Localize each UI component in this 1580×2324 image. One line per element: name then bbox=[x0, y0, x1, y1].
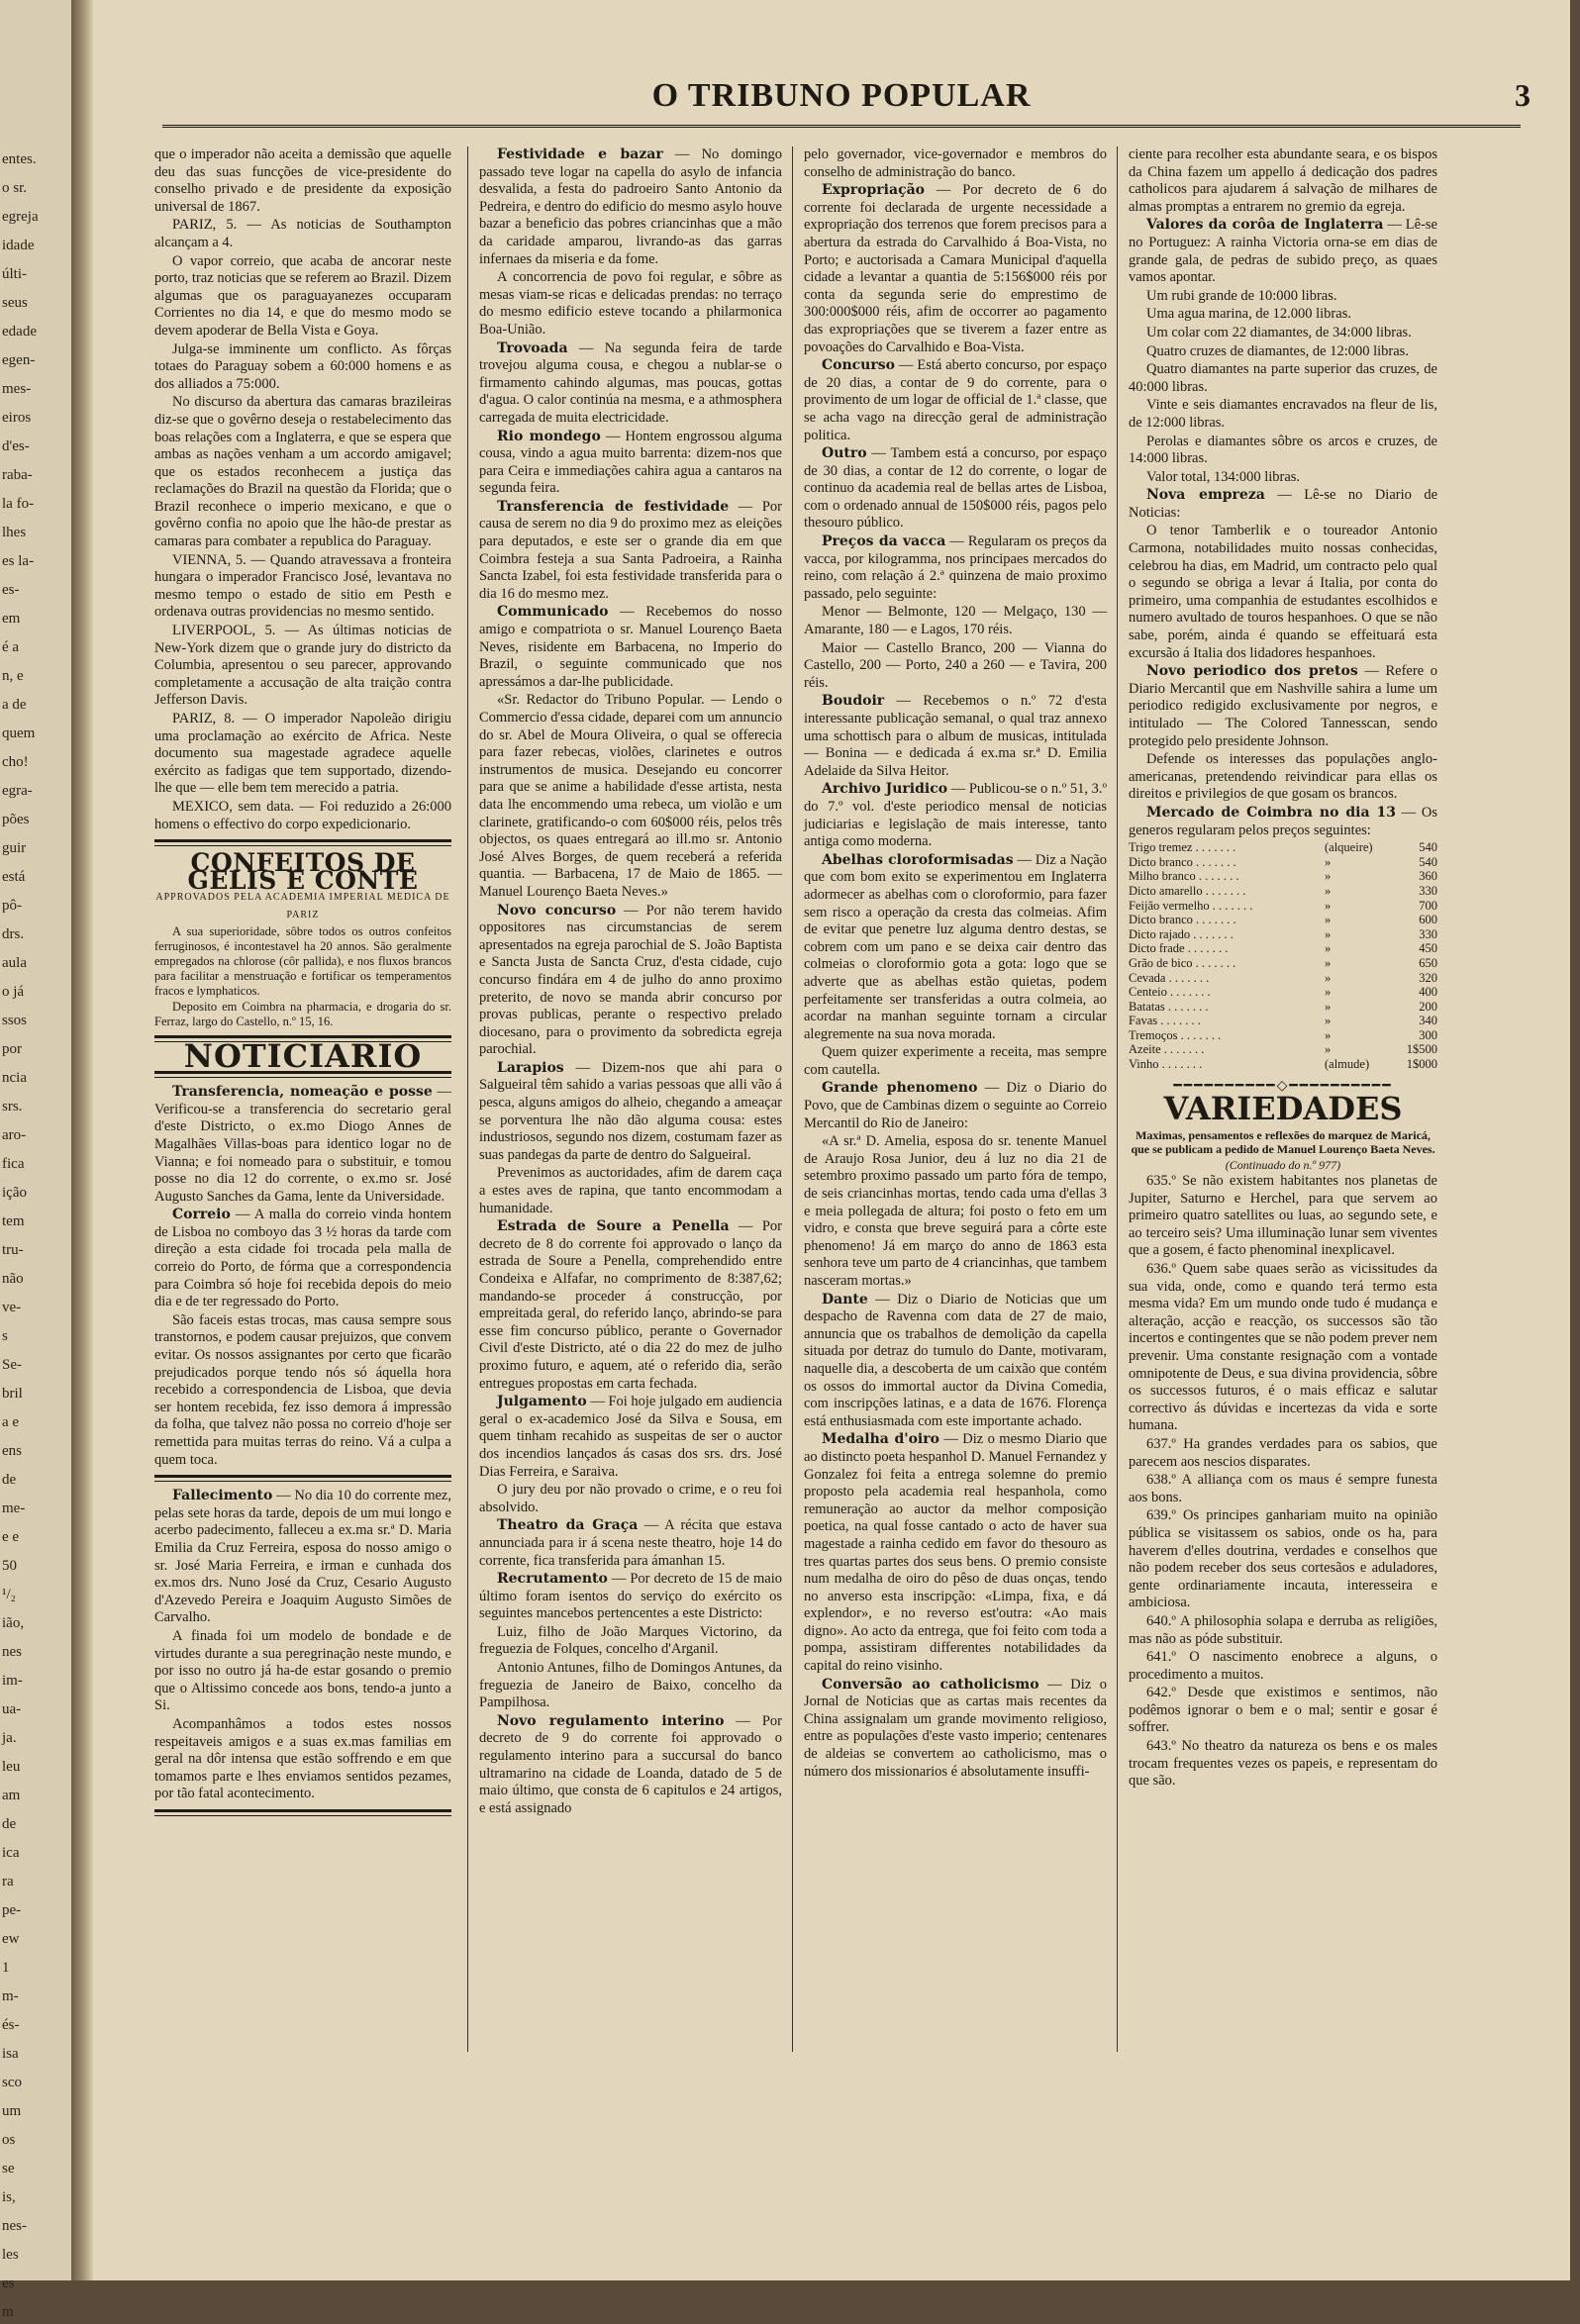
advertisement-title: CONFEITOS DE GELIS E CONTE bbox=[187, 848, 419, 895]
margin-fragment: os bbox=[2, 2132, 16, 2148]
jewel-item: Quatro cruzes de diamantes, de 12:000 libras. bbox=[1146, 342, 1409, 359]
market-unit: » bbox=[1325, 941, 1332, 956]
column-1 bbox=[154, 146, 451, 1822]
market-price: 400 bbox=[1419, 985, 1437, 1000]
paragraph: O jury deu por não provado o crime, e o reu foi absolvido. bbox=[479, 1482, 782, 1515]
market-unit: » bbox=[1325, 1042, 1332, 1057]
news-heading: Grande phenomeno bbox=[822, 1080, 978, 1097]
margin-fragment: idade bbox=[2, 238, 35, 253]
column-rule bbox=[792, 146, 793, 2052]
market-price: 300 bbox=[1419, 1027, 1437, 1042]
market-row bbox=[1129, 913, 1437, 927]
news-heading: Archivo Juridico bbox=[822, 781, 948, 798]
paragraph: São faceis estas trocas, mas causa sempre sous transtornos, e podem causar prejuizos, que convem evitar. Os nossos assignantes por certo que ficarão prejudicados porque tendo nós só áquella hora recebido a correspondencia de Lisboa, que devia ser hontem recebida, fez isso demora á impressão da folha, que talvez não possa no correio d'hoje ser remettida para muitas terras do reino. Vá a culpa a quem toca. bbox=[154, 1311, 451, 1468]
margin-fragment: a de bbox=[2, 697, 27, 713]
market-unit: » bbox=[1325, 970, 1332, 985]
market-row bbox=[1129, 1042, 1437, 1057]
margin-fragment: últi- bbox=[2, 266, 27, 282]
news-text: — Refere o Diario Mercantil que em Nashville sahira a lume um periodico redigido exclusivamente por negros, e intitulado — The Colored Tannesscan, sendo protegido pelo presidente Johnson. bbox=[1129, 663, 1438, 749]
market-item: Azeite . . . . . . . bbox=[1129, 1042, 1205, 1057]
market-unit: » bbox=[1325, 1014, 1332, 1028]
news-heading: Outro bbox=[822, 445, 867, 462]
margin-fragment: s bbox=[2, 1328, 8, 1344]
market-item: Dicto rajado . . . . . . . bbox=[1129, 926, 1234, 941]
margin-fragment: lhes bbox=[2, 525, 27, 540]
news-heading: Theatro da Graça bbox=[497, 1517, 639, 1534]
margin-fragment: ua- bbox=[2, 1701, 22, 1717]
market-item: Dicto frade . . . . . . . bbox=[1129, 941, 1229, 956]
news-text: — Diz o Diario de Noticias que um despacho de Ravenna com data de 27 de maio, annuncia que os trabalhos de demolição da capella situada por detraz do tumulo do Dante, motivaram, naquelle dia, a descoberta de um caixão que contém os ossos do immortal auctor da Divina Comedia, com inscripções latinas, e a data de 1676. Florença está enthusiasmada com este importante achado. bbox=[804, 1291, 1108, 1429]
market-item: Vinho . . . . . . . bbox=[1129, 1057, 1203, 1072]
margin-fragment: de bbox=[2, 1472, 17, 1488]
margin-fragment: me- bbox=[2, 1501, 26, 1516]
news-text: — Diz o Jornal de Noticias que as cartas mais recentes da China assignalam um grande movimento religioso, entre as populações d'este vasto imperio; centenares de aldeias se convertem ao catholicismo, mas o número dos missionarios é absolutamente insuffi- bbox=[804, 1676, 1108, 1780]
market-price: 650 bbox=[1419, 955, 1437, 970]
jewel-item: Vinte e seis diamantes encravados na fleur de lis, de 12:000 libras. bbox=[1129, 397, 1437, 431]
margin-fragment: não bbox=[2, 1271, 24, 1287]
market-row bbox=[1129, 941, 1437, 956]
market-price: 540 bbox=[1419, 854, 1437, 869]
margin-fragment: se bbox=[2, 2161, 15, 2177]
news-heading: Expropriação bbox=[822, 182, 926, 199]
market-item: Favas . . . . . . . bbox=[1129, 1014, 1201, 1028]
paragraph: Defende os interesses das populações anglo-americanas, pretendendo reivindicar para ellas os direitos e privilegios de que gosam os brancos. bbox=[1129, 751, 1437, 803]
margin-fragment: ens bbox=[2, 1443, 22, 1459]
news-heading: Transferencia de festividade bbox=[497, 498, 730, 515]
news-heading: Festividade e bazar bbox=[497, 146, 663, 162]
market-unit: » bbox=[1325, 883, 1332, 898]
market-unit: » bbox=[1325, 913, 1332, 927]
news-heading: Estrada de Soure a Penella bbox=[497, 1218, 730, 1235]
margin-fragment: ve- bbox=[2, 1300, 22, 1315]
margin-fragment: e e bbox=[2, 1529, 20, 1545]
news-text: — Está aberto concurso, por espaço de 20 dias, a contar de 9 do corrente, para o provimento de um logar de official de 1.ª classe, que se acha vago na direcção geral de administração politica. bbox=[804, 357, 1107, 443]
market-item: Tremoços . . . . . . . bbox=[1129, 1027, 1222, 1042]
jewel-item: Um rubi grande de 10:000 libras. bbox=[1146, 287, 1337, 304]
market-price: 200 bbox=[1419, 999, 1437, 1014]
margin-fragment: es- bbox=[2, 582, 20, 598]
paragraph: pelo governador, vice-governador e membros do conselho de administração do banco. bbox=[804, 146, 1107, 180]
maxim: 643.º No theatro da natureza os bens e os males trocam frequentes vezes os papeis, e representam do que são. bbox=[1129, 1738, 1437, 1790]
header-rule bbox=[162, 125, 1521, 128]
market-price: 1$500 bbox=[1406, 1042, 1437, 1057]
market-unit: (alqueire) bbox=[1325, 840, 1373, 855]
market-price: 700 bbox=[1419, 898, 1437, 913]
market-price: 330 bbox=[1419, 926, 1437, 941]
market-item: Dicto amarello . . . . . . . bbox=[1129, 883, 1246, 898]
margin-fragment: ew bbox=[2, 1931, 20, 1947]
market-row bbox=[1129, 855, 1437, 870]
margin-fragment: es la- bbox=[2, 553, 35, 569]
margin-fragment: ssos bbox=[2, 1013, 28, 1028]
variedades-subtitle: Maximas, pensamentos e reflexões do marquez de Maricá, que se publicam a pedido de Manuel Lourenço Baeta Neves. bbox=[1131, 1127, 1435, 1157]
news-heading: Concurso bbox=[822, 357, 895, 374]
news-text: — Hontem engrossou alguma cousa, vindo a agua muito barrenta: dizem-nos que para Ceira e immediações cahira agua a cantaros na segunda feira. bbox=[479, 428, 782, 497]
paragraph: A concorrencia de povo foi regular, e sôbre as mesas viam-se ricas e delicadas prendas: no terraço do mesmo edificio esteve tocando a philarmonica Boa-União. bbox=[479, 269, 782, 338]
news-text: — Lê-se no Portuguez: A rainha Victoria orna-se em dias de grande gala, de pedras de subido preço, as quaes vamos apontar. bbox=[1129, 217, 1437, 286]
ornamental-divider: ━━━━━━━━━━◇━━━━━━━━━━ bbox=[1173, 1078, 1393, 1094]
margin-fragment: um bbox=[2, 2103, 22, 2119]
market-unit: » bbox=[1325, 854, 1332, 869]
margin-fragment: aro- bbox=[2, 1127, 27, 1143]
paragraph: Maior — Castello Branco, 200 — Vianna do Castello, 200 — Porto, 240 a 260 — e Tavira, 200 réis. bbox=[804, 639, 1107, 691]
paragraph: LIVERPOOL, 5. — As últimas noticias de New-York dizem que o grande jury do districto da Columbia, apresentou o seu parecer, approvando completamente a accusação de alta traição contra Jefferson Davis. bbox=[154, 623, 451, 709]
maxim: 641.º O nascimento enobrece a alguns, o procedimento a muitos. bbox=[1129, 1649, 1437, 1683]
margin-fragment: pe- bbox=[2, 1902, 22, 1918]
paragraph: Luiz, filho de João Marques Victorino, da freguezia de Folques, concelho d'Arganil. bbox=[479, 1623, 782, 1658]
divider bbox=[154, 1809, 451, 1816]
advertisement-address: Deposito em Coimbra na pharmacia, e drogaria do sr. Ferraz, largo do Castello, n.º 15, 16. bbox=[154, 999, 451, 1028]
margin-fragment: tem bbox=[2, 1213, 25, 1229]
newspaper-title: O TRIBUNO POPULAR bbox=[651, 77, 1032, 114]
margin-fragment: pões bbox=[2, 812, 30, 827]
margin-fragment: is, bbox=[2, 2189, 16, 2205]
column-rule bbox=[1117, 146, 1118, 2052]
margin-fragment: egra- bbox=[2, 783, 33, 799]
news-text: — Diz o Diario do Povo, que de Cambinas dizem o seguinte ao Correio Mercantil do Rio de Janeiro: bbox=[804, 1080, 1108, 1131]
column-3 bbox=[804, 146, 1107, 1782]
margin-fragment: 50 bbox=[2, 1558, 17, 1574]
paragraph: No discurso da abertura das camaras brazileiras diz-se que o govêrno deseja o restabelecimento das boas relações com a Inglaterra, e que se espera que ambas as nações venham a um accordo amigavel; que os estados reconhecem a justiça das reclamações do Brazil na questão da Florida; que o Brazil reconhece o imperio mexicano, e que o govêrno confia no apoio que lhe hão-de prestar as camaras para combater a republica do Paraguay. bbox=[154, 394, 451, 550]
news-text: — Por causa de serem no dia 9 do proximo mez as eleições para deputados, e este ser o grande dia em que Coimbra festeja a sua Santa Padroeira, a Rainha Sancta Izabel, foi esta festividade transferida para o dia 16 do mesmo mez. bbox=[479, 498, 783, 602]
market-item: Centeio . . . . . . . bbox=[1129, 985, 1211, 1000]
margin-fragment: ncia bbox=[2, 1070, 27, 1086]
margin-fragment: ica bbox=[2, 1845, 20, 1861]
market-row bbox=[1129, 971, 1437, 986]
margin-fragment: egreja bbox=[2, 209, 39, 225]
news-heading: Transferencia, nomeação e posse bbox=[172, 1084, 433, 1101]
market-row bbox=[1129, 1000, 1437, 1015]
jewel-item: Um colar com 22 diamantes, de 34:000 libras. bbox=[1146, 324, 1412, 340]
market-unit: (almude) bbox=[1325, 1057, 1370, 1072]
market-row bbox=[1129, 899, 1437, 914]
jewel-item: Valor total, 134:000 libras. bbox=[1146, 468, 1301, 485]
margin-fragment: és- bbox=[2, 2017, 20, 2033]
maxim: 637.º Ha grandes verdades para os sabios, que parecem aos nescios disparates. bbox=[1129, 1435, 1437, 1470]
news-heading: Trovoada bbox=[497, 339, 568, 356]
news-text: — Tambem está a concurso, por espaço de 30 dias, a contar de 12 do corrente, o logar de continuo da academia real de bellas artes de Lisboa, com o ordenado annual de 150$000 réis, pagos pelo thesouro público. bbox=[804, 445, 1107, 532]
paragraph: MEXICO, sem data. — Foi reduzido a 26:000 homens o effectivo do corpo expedicionario. bbox=[154, 798, 451, 832]
paragraph: PARIZ, 8. — O imperador Napoleão dirigiu uma proclamação ao exército de Africa. Neste documento sua magestade agradece aquelle exército as fadigas que tem supportado, dizendo-lhe que — elle bem tem merecido a patria. bbox=[154, 711, 451, 797]
news-text: — Por decreto de 9 do corrente foi approvado o regulamento interino para a succursal do banco ultramarino na cidade de Loanda, datado de 5 de maio último, que consta de 6 capitulos e 24 artigos, e está assignado bbox=[479, 1712, 782, 1816]
market-item: Milho branco . . . . . . . bbox=[1129, 869, 1239, 884]
margin-fragment: mes- bbox=[2, 381, 32, 397]
margin-fragment: guir bbox=[2, 840, 27, 856]
margin-fragment: n, e bbox=[2, 668, 24, 684]
binding-gutter bbox=[71, 0, 93, 2280]
news-heading: Larapios bbox=[497, 1059, 564, 1076]
margin-fragment: a e bbox=[2, 1414, 20, 1430]
maxim: 635.º Se não existem habitantes nos planetas de Jupiter, Saturno e Herchel, para que servem ao primeiro quatro satellites ou luas, ao segundo sete, e ao terceiro seis? Uma illuminação lunar sem viventes que a gosem, é facto phenominal inexplicavel. bbox=[1129, 1173, 1437, 1259]
market-price: 1$000 bbox=[1406, 1057, 1437, 1072]
maxim: 639.º Os principes ganhariam muito na opinião pública se visitassem os sabios, onde os ha, para haverem d'elles doutrina, verdades e conselhos que não podem receber dos seus cortesãos e aduladores, gente ordinariamente incauta, interesseira e ambiciosa. bbox=[1129, 1507, 1437, 1611]
market-item: Trigo tremez . . . . . . . bbox=[1129, 840, 1236, 855]
newspaper-page bbox=[93, 0, 1570, 2280]
advertisement-subtitle: APPROVADOS PELA ACADEMIA IMPERIAL MEDICA DE PARIZ bbox=[155, 892, 450, 920]
divider bbox=[154, 1475, 451, 1482]
margin-fragment: em bbox=[2, 611, 21, 627]
advertisement-text: A sua superioridade, sôbre todos os outros confeitos ferruginosos, é incontestavel ha 20 annos. São geralmente empregados na chlorose (côr pallida), e nos fluxos brancos para facilitar a menstruação e fortificar os temperamentos fracos e lymphaticos. bbox=[154, 923, 451, 998]
news-text: — A malla do correio vinda hontem de Lisboa no comboyo das 3 ½ horas da tarde com direção a esta cidade foi trocada pela malla de correio do Porto, de fórma que a correspondencia para Coimbra só hoje foi recebida depois do meio dia e de ter regressado do Porto. bbox=[154, 1207, 452, 1310]
margin-fragment: ião, bbox=[2, 1615, 25, 1631]
margin-fragment: isa bbox=[2, 2046, 19, 2062]
paragraph: Menor — Belmonte, 120 — Melgaço, 130 — Amarante, 180 — e Lagos, 170 réis. bbox=[804, 604, 1107, 638]
paragraph: «Sr. Redactor do Tribuno Popular. — Lendo o Commercio d'essa cidade, deparei com um annuncio do sr. Abel de Moura Oliveira, o qual se offerecia para fazer rebecas, violões, clarinetes e outros instrumentos de musica. Desejando eu concorrer para que se anime a habilidade d'esse artista, nesta data lhe encommendo uma rebeca, um violão e um clarinete, gratificando-o com 60$000 réis, pelos três objectos, os quaes entregará ao ill.mo sr. Antonio José Alves Borges, de quem receberá a referida quantia. — Barbacena, 17 de Maio de 1865. — Manuel Lourenço Baeta Neves.» bbox=[479, 692, 782, 900]
maxim: 638.º A alliança com os maus é sempre funesta aos bons. bbox=[1129, 1472, 1437, 1505]
news-text: — Recebemos do nosso amigo e compatriota o sr. Manuel Lourenço Baeta Neves, risidente em Barbacena, no Imperio do Brazil, o seguinte communicado que nos apressámos a dar-lhe publicidade. bbox=[479, 604, 783, 690]
market-unit: » bbox=[1325, 985, 1332, 1000]
market-price: 340 bbox=[1419, 1014, 1437, 1028]
news-heading: Abelhas cloroformisadas bbox=[822, 851, 1014, 868]
market-price: 600 bbox=[1419, 913, 1437, 927]
market-row bbox=[1129, 869, 1437, 884]
margin-fragment: edade bbox=[2, 324, 37, 339]
news-text: — A récita que estava annunciada para ir á scena neste theatro, hoje 14 do corrente, fica transferida para ámanhan 15. bbox=[479, 1517, 782, 1569]
margin-fragment: o sr. bbox=[2, 180, 28, 196]
margin-fragment: por bbox=[2, 1041, 22, 1057]
margin-fragment: fica bbox=[2, 1156, 25, 1172]
news-heading: Dante bbox=[822, 1291, 868, 1307]
market-row bbox=[1129, 840, 1437, 855]
news-text: — No domingo passado teve logar na capella do asylo de infancia desvalida, a festa do padroeiro Santo Antonio da Pedreira, e dentro do edificio do mesmo asylo houve bazar a beneficio das pobres criancinhas que a mão da caridade amparou, livrando-as das garras infernaes da miseria e da fome. bbox=[479, 146, 783, 267]
margin-fragment: seus bbox=[2, 295, 28, 311]
news-text: — Diz a Nação que com bom exito se experimentou em Inglaterra adormecer as abelhas com o cloroformio, para fazer sem risco a operação da cresta das colmeias. Afim de evitar que penetre luz alguma dentro destas, se cobrem com um pano e se deixa cair dentro das colmeias o cloroformio gota a gota: logo que se adverte que as abelhas estão quietas, podem perfeitamente ser transferidas a outra colmeia, ao acordar na manhan seguinte tornam a circular alegremente na sua nova morada. bbox=[804, 851, 1107, 1042]
margin-fragment: im- bbox=[2, 1673, 23, 1689]
market-row bbox=[1129, 884, 1437, 899]
paragraph: Quem quizer experimente a receita, mas sempre com cautella. bbox=[804, 1044, 1107, 1078]
margin-fragment: está bbox=[2, 869, 26, 885]
market-item: Grão de bico . . . . . . . bbox=[1129, 955, 1236, 970]
news-heading: Nova empreza bbox=[1146, 487, 1265, 504]
news-text: — No dia 10 do corrente mez, pelas sete horas da tarde, depois de um mui longo e acerbo padecimento, falleceu a ex.ma sr.ª D. Maria Emilia da Cruz Ferreira, esposa do nosso amigo o sr. José Maria Ferreira, e irman e cunhada dos ex.mos drs. Nuno José da Cruz, Cesario Augusto d'Azevedo Pereira e Joaquim Augusto Simões de Carvalho. bbox=[154, 1488, 451, 1626]
column-2 bbox=[479, 146, 782, 1818]
market-row bbox=[1129, 1014, 1437, 1028]
news-text: — Dizem-nos que ahi para o Salgueiral têm sahido a varias pessoas que alli vão á pesca, alguns amigos do alheio, chegando a ameaçar se porventura lhe não dão alguma cousa: estes industriosos, segundo nos dizem, costumam fazer as suas pandegas da parte de dentro do Salgueiral. bbox=[479, 1059, 782, 1163]
page-number: 3 bbox=[1515, 77, 1531, 113]
news-heading: Valores da corôa de Inglaterra bbox=[1146, 217, 1384, 234]
market-item: Batatas . . . . . . . bbox=[1129, 999, 1209, 1014]
market-price: 330 bbox=[1419, 883, 1437, 898]
market-row bbox=[1129, 1057, 1437, 1072]
margin-fragment: Se- bbox=[2, 1357, 22, 1373]
section-title-noticiario: NOTICIARIO bbox=[183, 1036, 423, 1075]
margin-fragment: pô- bbox=[2, 898, 22, 914]
market-price: 450 bbox=[1419, 941, 1437, 956]
news-heading: Fallecimento bbox=[172, 1488, 273, 1504]
news-heading: Medalha d'oiro bbox=[822, 1431, 939, 1448]
news-text: — Por decreto de 6 do corrente foi declarada de urgente necessidade a expropriação dos terrenos que forem precisos para a abertura da estrada do Carvalhido á Boa-Vista, no Porto; e auctorisada a Camara Municipal d'aquella cidade a levantar a quantia de 5:156$000 réis por conta da segunda serie do emprestimo de 300:000$000 réis, afim de occorrer ao pagamento das expropriações que se tiverem a fazer entre as povoações do Carvalhido e Boa-Vista. bbox=[804, 182, 1107, 355]
market-price-table bbox=[1129, 840, 1437, 1072]
margin-fragment: m bbox=[2, 2304, 14, 2320]
news-heading: Rio mondego bbox=[497, 428, 601, 444]
variedades-continuation: (Continuado do n.º 977) bbox=[1225, 1157, 1341, 1172]
margin-fragment: tru- bbox=[2, 1242, 24, 1258]
news-heading: Novo concurso bbox=[497, 902, 617, 919]
column-rule bbox=[467, 146, 468, 2052]
paragraph: Julga-se imminente um conflicto. As fôrças totaes do Paraguay sobem a 60:000 homens e as dos alliados a 75:000. bbox=[154, 340, 451, 392]
paragraph: PARIZ, 5. — As noticias de Southampton alcançam a 4. bbox=[154, 217, 451, 250]
market-unit: » bbox=[1325, 926, 1332, 941]
news-heading: Boudoir bbox=[822, 693, 885, 710]
margin-fragment: drs. bbox=[2, 926, 25, 942]
margin-fragment: de bbox=[2, 1816, 17, 1832]
news-heading: Preços da vacca bbox=[822, 533, 946, 550]
paragraph: O tenor Tamberlik e o toureador Antonio Carmona, notabilidades muito nossas conhecidas, celebrou ha dias, em Madrid, um contracto pelo qual o segundo se obriga a levar á Italia, por conta do primeiro, uma companhia de estudantes escolhidos e numero avultado de touros hespanhoes. O que se não sabe, porém, ainda é quando se effeituará esta excursão á Italia dos lidadores hespanhoes. bbox=[1129, 523, 1437, 661]
previous-page-edge bbox=[0, 0, 74, 2320]
margin-fragment: sco bbox=[2, 2075, 22, 2090]
news-text: — Na segunda feira de tarde trovejou alguma cousa, e chegou a nublar-se o firmamento cahindo algumas, mas poucas, gottas d'agua. O calor continúa na mesma, e a athmosphera carregada de muita electricidade. bbox=[479, 339, 782, 426]
news-text: — Regularam os preços da vacca, por kilogramma, nos principaes mercados do reino, com relação á 2.ª quinzena de maio proximo passado, pelo seguinte: bbox=[804, 533, 1107, 602]
market-row bbox=[1129, 956, 1437, 971]
news-text: — Por não terem havido oppositores nas circumstancias de serem apresentados na egreja parochial de S. João Baptista e Sancta Justa de Sancta Cruz, d'esta cidade, cujo concurso findára em 4 de julho do anno proximo preterito, de novo se manda abrir concurso por provas publicas, perante o respectivo prelado diocesano, para o provimento da sobredicta egreja parochial. bbox=[479, 902, 782, 1058]
news-text: — Os generos regularam pelos preços seguintes: bbox=[1129, 804, 1437, 838]
margin-fragment: aula bbox=[2, 955, 27, 971]
news-text: — Por decreto de 8 do corrente foi approvado o lanço da estrada de Soure a Penella, comprehendido entre Condeixa e Alfafar, no comprimento de 8:387,62; mandando-se proceder á construcção, por empreitada geral, do referido lanço, abrindo-se para esse fim concurso público, perante o Governador Civil d'este Districto, até o dia 22 do mez de julho proximo futuro, e aquem, até o referido dia, serão entregues propostas em carta fechada. bbox=[479, 1218, 782, 1392]
market-price: 540 bbox=[1419, 840, 1437, 855]
margin-fragment: la fo- bbox=[2, 496, 35, 512]
market-item: Dicto branco . . . . . . . bbox=[1129, 913, 1236, 927]
margin-fragment: egen- bbox=[2, 352, 36, 368]
paragraph: VIENNA, 5. — Quando atravessava a fronteira hungara o imperador Francisco José, levantava no mesmo tempo o estado de sitio em Pesth e ordenava outras providencias no mesmo sentido. bbox=[154, 551, 451, 621]
margin-fragment: les bbox=[2, 2247, 19, 2263]
paragraph: Prevenimos as auctoridades, afim de darem caça a estes aves de rapina, que tanto encommodam a humanidade. bbox=[479, 1165, 782, 1216]
market-row bbox=[1129, 927, 1437, 942]
paragraph: que o imperador não aceita a demissão que aquelle deu das suas funcções de vice-presidente do conselho privado e de presidente da exposição universal de 1867. bbox=[154, 146, 451, 215]
section-title-variedades: VARIEDADES bbox=[1163, 1090, 1403, 1128]
margin-fragment: quem bbox=[2, 726, 36, 741]
maxim: 642.º Desde que existimos e sentimos, não podêmos ignorar o bem e o mal; sentir e gosar é soffrer. bbox=[1129, 1685, 1437, 1736]
market-item: Cevada . . . . . . . bbox=[1129, 970, 1210, 985]
market-item: Feijão vermelho . . . . . . . bbox=[1129, 898, 1253, 913]
market-item: Dicto branco . . . . . . . bbox=[1129, 854, 1236, 869]
news-text: — Recebemos o n.º 72 d'esta interessante publicação semanal, o qual traz annexo uma schottisch para o album de musicas, intitulada — Bonina — e dedicada á ex.ma sr.ª D. Emilia Adelaide da Silva Heitor. bbox=[804, 693, 1107, 779]
margin-fragment: o já bbox=[2, 984, 25, 1000]
margin-fragment: d'es- bbox=[2, 438, 30, 454]
jewel-item: Perolas e diamantes sôbre os arcos e cruzes, de 14:000 libras. bbox=[1129, 433, 1437, 467]
news-heading: Mercado de Coimbra no dia 13 bbox=[1146, 804, 1396, 821]
margin-fragment: ja. bbox=[2, 1730, 17, 1746]
news-heading: Julgamento bbox=[497, 1394, 587, 1410]
market-unit: » bbox=[1325, 898, 1332, 913]
market-unit: » bbox=[1325, 999, 1332, 1014]
divider bbox=[154, 839, 451, 846]
column-4 bbox=[1129, 146, 1437, 1791]
market-row bbox=[1129, 1028, 1437, 1043]
margin-fragment: m- bbox=[2, 1988, 19, 2004]
margin-fragment: ra bbox=[2, 1874, 14, 1889]
news-heading: Recrutamento bbox=[497, 1571, 608, 1588]
margin-fragment: ição bbox=[2, 1185, 27, 1201]
news-heading: Novo periodico dos pretos bbox=[1146, 663, 1358, 680]
margin-fragment: ¹/₂ bbox=[2, 1587, 16, 1602]
paragraph: A finada foi um modelo de bondade e de virtudes durante a sua peregrinação neste mundo, e por isso no outro já ha-de estar gosando o premio que o Altissimo concede aos bons, tendo-a junto a Si. bbox=[154, 1627, 451, 1714]
news-heading: Communicado bbox=[497, 604, 609, 621]
margin-fragment: bril bbox=[2, 1386, 23, 1402]
news-heading: Novo regulamento interino bbox=[497, 1712, 725, 1729]
margin-fragment: entes. bbox=[2, 151, 37, 167]
maxim: 640.º A philosophia solapa e derruba as religiões, mas não as póde substituir. bbox=[1129, 1612, 1437, 1647]
margin-fragment: 1 bbox=[2, 1960, 10, 1976]
jewel-list bbox=[1129, 288, 1437, 487]
news-text: — Publicou-se o n.º 51, 3.º do 7.º vol. d'este periodico mensal de noticias judiciarias e legislação de mais interesse, tanto antiga como moderna. bbox=[804, 781, 1107, 850]
market-row bbox=[1129, 985, 1437, 1000]
margin-fragment: eiros bbox=[2, 410, 32, 426]
margin-fragment: es bbox=[2, 2276, 15, 2291]
news-heading: Correio bbox=[172, 1207, 231, 1223]
paragraph: Acompanhâmos a todos estes nossos respeitaveis amigos e a suas ex.mas familias em geral na dôr intensa que estão soffrendo e em que tomamos parte e lhes enviamos sentidos pezames, por tão fatal acontecimento. bbox=[154, 1715, 451, 1802]
market-unit: » bbox=[1325, 955, 1332, 970]
margin-fragment: nes- bbox=[2, 2218, 27, 2234]
jewel-item: Quatro diamantes na parte superior das cruzes, de 40:000 libras. bbox=[1129, 361, 1437, 395]
news-text: — Diz o mesmo Diario que ao distincto poeta hespanhol D. Manuel Fernandez y Gonzalez foi feita a entrega solemne do premio proposto pela academia real hespanhola, como remuneração ao auctor da melhor composição poetica, na qual fosse cantado o acto de haver sua magestade a rainha cedido em favor do thesouro as tres quartas partes dos seus bens. O premio consiste num medalha de oiro do pêso de duas onças, tendo no anverso esta inscripção: «Limpa, fixa, e dá explendor», e no reverso est'outra: «Ao mais digno». Ao acto da entrega, que foi feito com toda a pompa, assistiram differentes notabilidades da capital do reino visinho. bbox=[804, 1431, 1108, 1675]
margin-fragment: raba- bbox=[2, 467, 33, 483]
paragraph: Antonio Antunes, filho de Domingos Antunes, da freguezia de Janeiro de Baixo, concelho da Pampilhosa. bbox=[479, 1660, 782, 1711]
margin-fragment: srs. bbox=[2, 1099, 23, 1114]
maxims-list bbox=[1129, 1173, 1437, 1791]
news-text: — Lê-se no Diario de Noticias: bbox=[1129, 487, 1438, 521]
news-text: — Por decreto de 15 de maio último foram isentos do serviço do exército os seguintes mancebos pertencentes a este Districto: bbox=[479, 1571, 783, 1622]
news-heading: Conversão ao catholicismo bbox=[822, 1676, 1039, 1693]
margin-fragment: nes bbox=[2, 1644, 22, 1660]
margin-fragment: cho! bbox=[2, 754, 29, 770]
market-unit: » bbox=[1325, 1027, 1332, 1042]
margin-fragment: é a bbox=[2, 639, 20, 655]
margin-fragment: am bbox=[2, 1788, 21, 1803]
paragraph: ciente para recolher esta abundante seara, e os bispos da China fazem um appello á dedicação dos padres catholicos para ajudarem á salvação de milhares de almas promptas a entrarem no gremio da egreja. bbox=[1129, 146, 1437, 215]
maxim: 636.º Quem sabe quaes serão as vicissitudes da sua vida, onde, como e quando terá termo esta mesma vida? Em um mundo onde tudo é mudança e alteração, acção e reacção, os successos são tão incertos e contingentes que se não podem prever nem prevenir. Uma constante resignação com a vontade omnipotente de Deus, e sua divina providencia, sôbre os successos futuros, é o mais efficaz e salutar correctivo ás dúvidas e incertezas da vida e sorte humana. bbox=[1129, 1261, 1437, 1434]
market-unit: » bbox=[1325, 869, 1332, 884]
market-price: 320 bbox=[1419, 970, 1437, 985]
market-price: 360 bbox=[1419, 869, 1437, 884]
paragraph: «A sr.ª D. Amelia, esposa do sr. tenente Manuel de Araujo Rosa Junior, deu á luz no dia 21 de setembro proximo passado um parto fóra de tempo, de seis criancinhas mortas, tendo cada uma d'ellas 3 e meia pollegada de altura; foi posto o feto em um vidro, e consta que breve seguirá para a côrte este phenomeno! Já em março do anno de 1863 esta senhora teve um parto de 4 criancinhas, que tambem nasceram mortas.» bbox=[804, 1133, 1107, 1289]
paragraph: O vapor correio, que acaba de ancorar neste porto, traz noticias que se referem ao Brazil. Dizem algumas que os paraguayanezes occuparam Corrientes no dia 14, e que do mesmo modo se devem apoderar de Bella Vista e Goya. bbox=[154, 252, 451, 339]
margin-fragment: leu bbox=[2, 1759, 21, 1775]
masthead bbox=[152, 77, 1531, 127]
news-text: — Foi hoje julgado em audiencia geral o ex-academico José da Silva e Sousa, em quem tinham recahido as suspeitas de ser o auctor dos incendios lançados ás casas dos srs. drs. José Dias Ferreira, e Saraiva. bbox=[479, 1394, 783, 1480]
news-text: — Verificou-se a transferencia do secretario geral d'este Districto, o ex.mo Diogo Annes de Magalhães Villas-boas para identico logar no de Vianna; e foi nomeado para o substituir, e tomou posse no dia 12 do corrente, o ex.mo sr. José Augusto Sanches da Gama, lente da Universidade. bbox=[154, 1084, 452, 1205]
jewel-item: Uma agua marina, de 12.000 libras. bbox=[1146, 306, 1351, 323]
